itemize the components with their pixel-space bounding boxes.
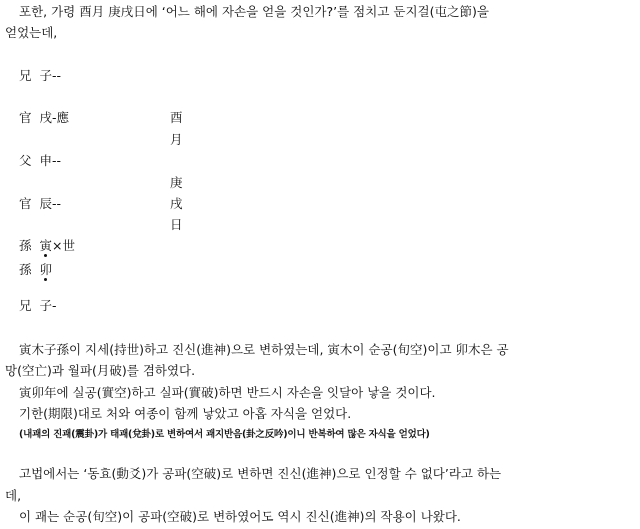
date-char-month-branch: 酉 (170, 110, 183, 125)
line-mark: -- (51, 68, 62, 83)
date-char-day-stem: 庚 (170, 175, 183, 190)
line-branch: 申 (39, 153, 52, 168)
paragraph-1-line-2: 망(空亡)과 월파(月破)를 겸하였다. (5, 363, 196, 378)
paragraph-4-line-1: 고법에서는 ‘동효(動爻)가 공파(空破)로 변하면 진신(進神)으로 인정할 수 없다’라고 하는 (19, 466, 502, 481)
line-mark: -應 (51, 110, 69, 125)
line-role: 兄 (19, 68, 32, 83)
line-mark: - (51, 298, 57, 313)
hexagram-line-4 (19, 196, 61, 212)
date-char-day: 日 (170, 217, 183, 232)
paragraph-4-line-2: 데, (5, 488, 22, 503)
hexagram-line-7 (19, 298, 57, 314)
hexagram-line-1 (19, 68, 61, 84)
line-role: 兄 (19, 298, 32, 313)
line-branch: 寅 (39, 238, 52, 253)
line-role: 父 (19, 153, 32, 168)
line-role: 孫 (19, 238, 32, 253)
paragraph-2: 寅卯年에 실공(實空)하고 실파(實破)하면 반드시 자손을 잇달아 낳을 것이다. (19, 385, 436, 400)
paragraph-5: 이 괘는 순공(旬空)이 공파(空破)로 변하였어도 역시 진신(進神)의 작용이 나왔다. (19, 509, 461, 524)
line-branch: 戌 (39, 110, 52, 125)
line-branch: 子 (39, 68, 52, 83)
line-role: 官 (19, 196, 32, 211)
line-branch: 子 (39, 298, 52, 313)
hexagram-line-2 (19, 110, 69, 126)
line-mark: ×世 (51, 238, 75, 253)
intro-line-2: 얻었는데, (5, 25, 58, 40)
line-role: 官 (19, 110, 32, 125)
line-mark: -- (51, 196, 62, 211)
annotation-note: (내괘의 진괘(震卦)가 태괘(兌卦)로 변하여서 괘지반음(卦之反吟)이니 반복하여 많은 자식을 얻었다) (19, 429, 430, 440)
intro-line-1: 포한, 가령 酉月 庚戌日에 ‘어느 해에 자손을 얻을 것인가?’를 점치고 둔지걸(屯之節)을 (19, 4, 489, 19)
paragraph-3: 기한(期限)대로 처와 여종이 함께 낳았고 아홉 자식을 얻었다. (19, 406, 352, 421)
line-branch: 辰 (39, 196, 52, 211)
paragraph-1-line-1: 寅木子孫이 지세(持世)하고 진신(進神)으로 변하였는데, 寅木이 순공(旬空)이고 卯木은 공 (19, 342, 509, 357)
hexagram-line-6 (19, 262, 52, 278)
hexagram-line-5 (19, 238, 75, 254)
line-mark: -- (51, 153, 62, 168)
line-branch: 卯 (39, 262, 52, 277)
hexagram-line-3 (19, 153, 61, 169)
line-role: 孫 (19, 262, 32, 277)
date-char-day-branch: 戌 (170, 196, 183, 211)
date-char-month: 月 (170, 132, 183, 147)
